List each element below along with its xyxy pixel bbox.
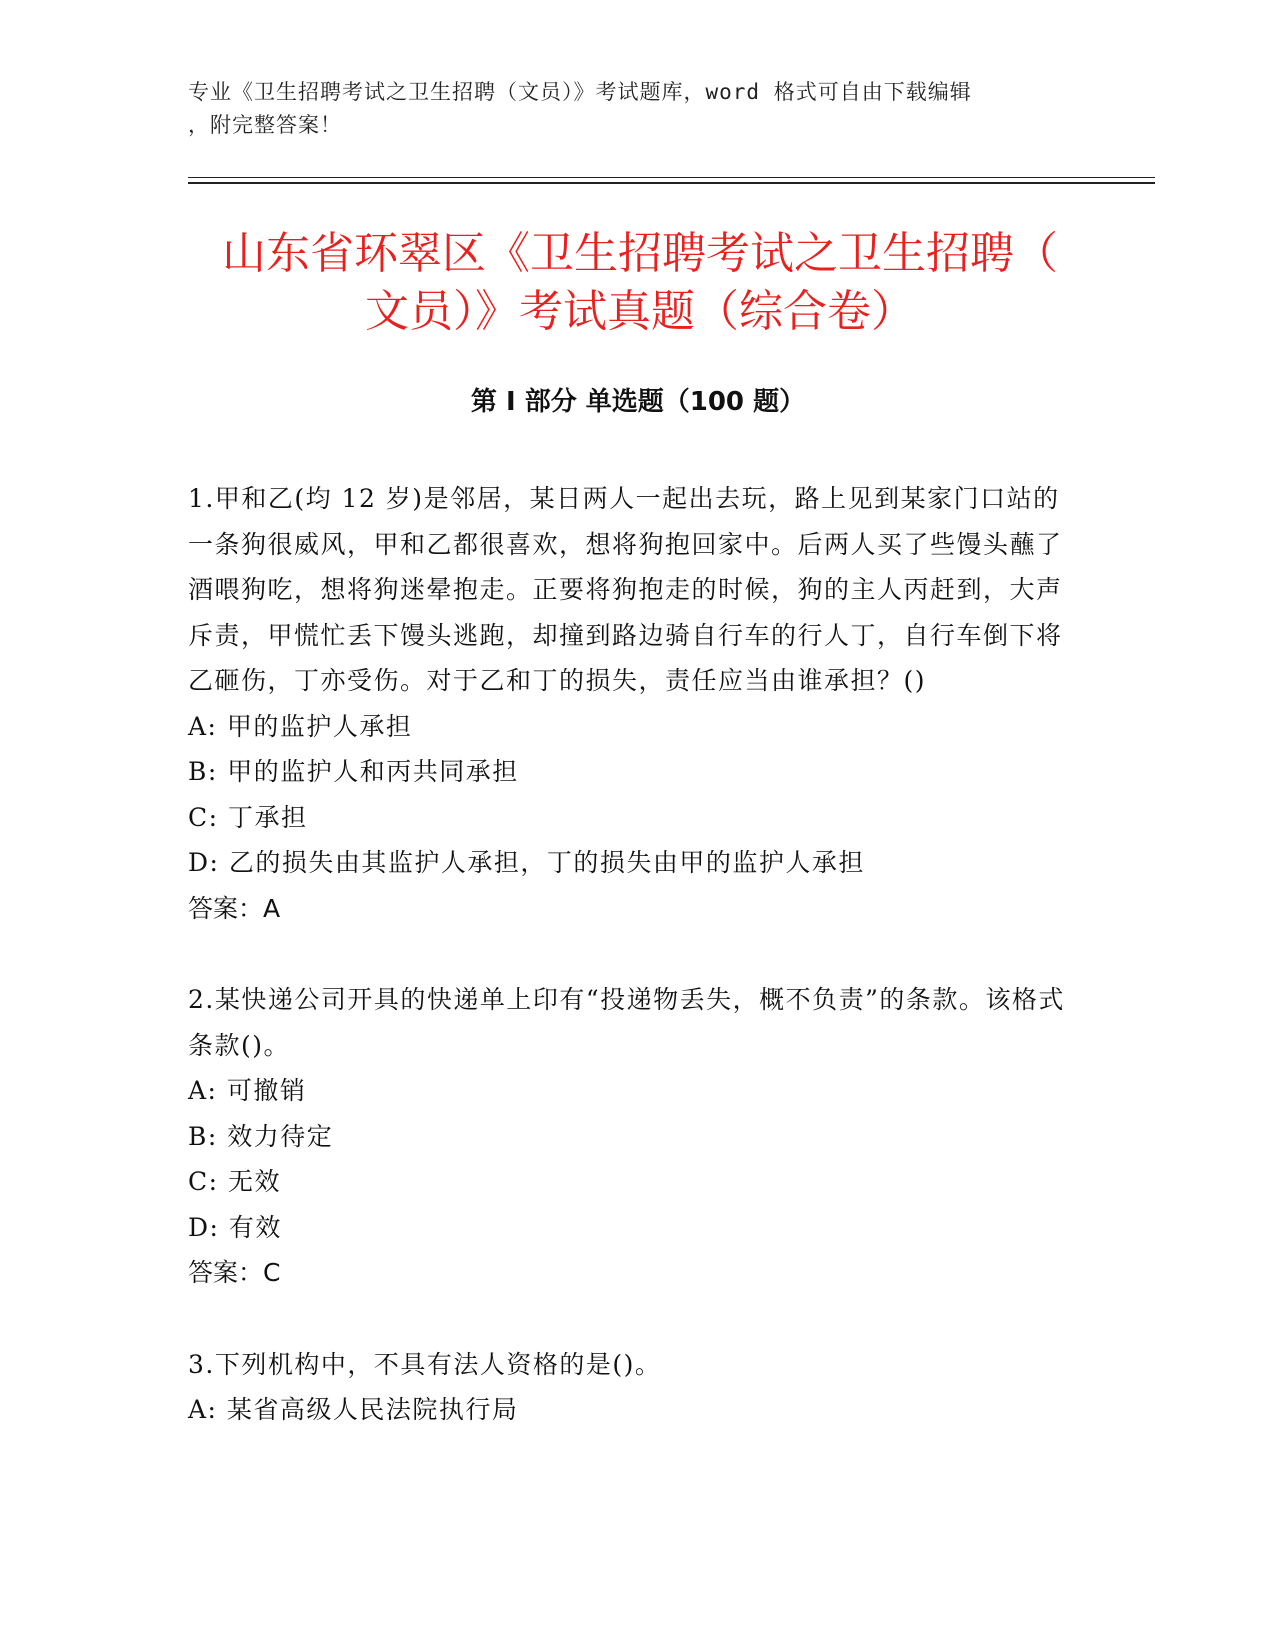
- option-d: D: 有效: [188, 1212, 282, 1242]
- header-note-line-2: ，附完整答案！: [188, 113, 342, 137]
- document-title: [160, 225, 1120, 341]
- question-stem: 2.某快递公司开具的快递单上印有“投递物丢失，概不负责”的条款。该格式条款()。: [188, 985, 1065, 1060]
- option-a: A: 某省高级人民法院执行局: [188, 1395, 519, 1424]
- question-spacer: [188, 931, 1068, 977]
- answer: 答案：A: [188, 893, 281, 923]
- header-divider-thick: [188, 182, 1155, 184]
- answer: 答案：C: [188, 1258, 281, 1287]
- option-b: B: 甲的监护人和丙共同承担: [188, 757, 519, 786]
- option-b: B: 效力待定: [188, 1121, 334, 1151]
- header-note-line-1: 专业《卫生招聘考试之卫生招聘（文员）》考试题库，word 格式可自由下载编辑: [188, 80, 972, 104]
- header-note: [188, 76, 1078, 142]
- option-d: D: 乙的损失由其监护人承担，丁的损失由甲的监护人承担: [188, 848, 865, 877]
- document-title-line-2: 文员）》考试真题（综合卷）: [365, 286, 915, 337]
- question-stem: 3.下列机构中，不具有法人资格的是()。: [188, 1349, 662, 1379]
- question-2: [188, 977, 1068, 1296]
- question-list: [188, 476, 1068, 1433]
- section-heading: 第 I 部分 单选题（100 题）: [470, 387, 806, 417]
- header-divider-thin: [188, 177, 1155, 178]
- option-c: C: 无效: [188, 1167, 281, 1196]
- question-spacer: [188, 1296, 1068, 1342]
- question-stem: 1.甲和乙(均 12 岁)是邻居，某日两人一起出去玩，路上见到某家门口站的一条狗很威风，甲和乙都很喜欢，想将狗抱回家中。后两人买了些馒头蘸了酒喂狗吃，想将狗迷晕抱走。正要将狗抱走的时候，狗的主人丙赶到，大声斥责，甲慌忙丢下馒头逃跑，却撞到路边骑自行车的行人丁，自行车倒下将乙砸伤，丁亦受伤。对于乙和丁的损失，责任应当由谁承担？(): [188, 484, 1063, 695]
- option-c: C: 丁承担: [188, 802, 308, 832]
- option-a: A: 甲的监护人承担: [188, 711, 413, 741]
- question-3: [188, 1342, 1068, 1433]
- question-1: [188, 476, 1068, 931]
- option-a: A: 可撤销: [188, 1076, 307, 1105]
- document-title-line-1: 山东省环翠区《卫生招聘考试之卫生招聘（: [222, 228, 1058, 279]
